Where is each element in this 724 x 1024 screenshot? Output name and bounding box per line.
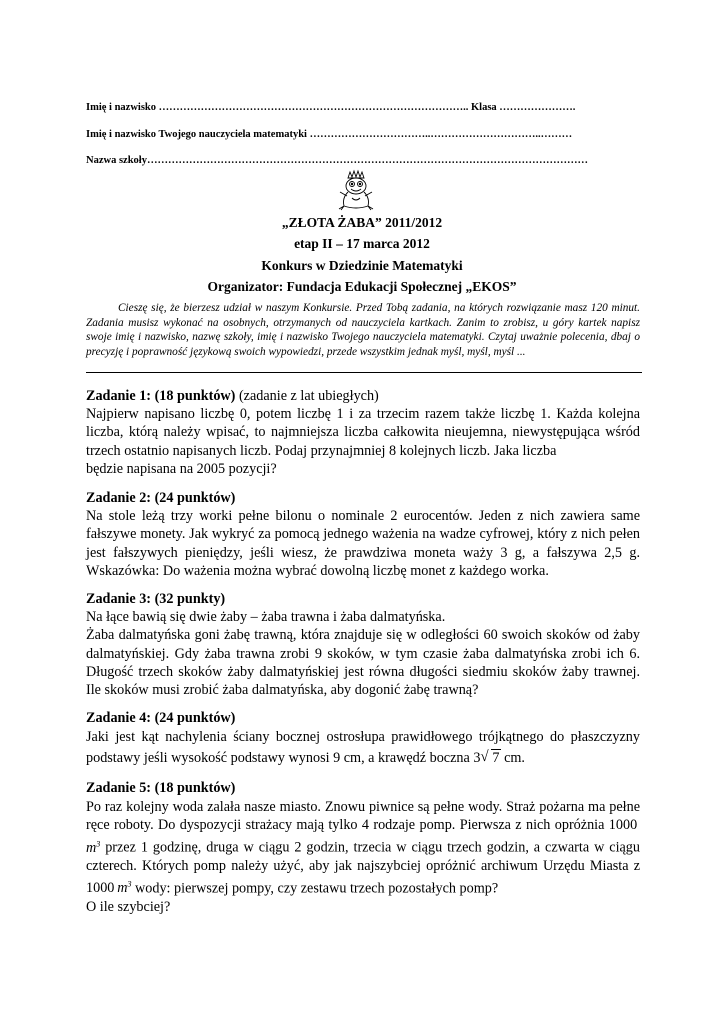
task-3-body: Żaba dalmatyńska goni żabę trawną, która znajduje się w odległości 60 swoich skoków od żaby dalmatyńskiej. Gdy żaba trawna zrobi 9 skoków, w tym czasie żaba dalmatyńska zrobi ich 6. Długość trzech skoków żaby dalmatyńskiej jest równa długości siedmiu skoków żaby trawnej. Ile skoków musi zrobić żaba dalmatyńska, aby dogonić żabę trawną? — [86, 627, 640, 699]
task-4-coef: 3 — [473, 750, 481, 766]
task-5 — [86, 779, 640, 917]
divider-line — [86, 372, 642, 373]
sqrt-expression — [480, 748, 500, 769]
task-5-unit-2: m — [117, 880, 128, 897]
task-1 — [86, 387, 640, 478]
contest-title: „ZŁOTA ŻABA” 2011/2012 — [281, 215, 443, 230]
task-5-body — [86, 798, 640, 898]
task-2 — [86, 489, 640, 580]
task-1-heading — [86, 387, 640, 405]
intro-paragraph: Cieszę się, że bierzesz udział w naszym Konkursie. Przed Tobą zadania, na których rozwiązanie masz 120 minut. Zadania musisz wykonać na osobnych, otrzymanych od nauczyciela kartkach. Zanim to zrobisz, u góry kartek napisz swoje imię i nazwisko, nazwę szkoły, imię i nazwisko Twojego nauczyciela matematyki. Czytaj uważnie polecenia, dbaj o precyzję i poprawność językową swoich wypowiedzi, przede wszystkim jednak myśl, myśl, myśl ... — [86, 302, 640, 358]
task-4-radicand: 7 — [492, 750, 500, 766]
task-4 — [86, 709, 640, 769]
task-5-volume-2: 1000 $m^3$ — [86, 879, 132, 897]
task-5-text-c: wody: pierwszej pompy, czy zestawu trzech pozostałych pomp? — [131, 880, 499, 897]
task-5-exp-1: 3 — [96, 838, 101, 848]
task-2-title: Zadanie 2: (24 punktów) — [86, 490, 236, 506]
task-5-title: Zadanie 5: (18 punktów) — [86, 780, 236, 796]
task-1-note: (zadanie z lat ubiegłych) — [235, 388, 379, 404]
task-2-body: Na stole leżą trzy worki pełne bilonu o nominale 2 eurocentów. Jeden z nich zawiera same fałszywe monety. Jak wykryć za pomocą jednego ważenia na wadze cyfrowej, który z nich pełen jest fałszywych pieniędzy, jeśli wiesz, że prawdziwa moneta waży 3 g, a fałszywa 2,5 g. Wskazówka: Do ważenia można wybrać dowolną liczbę monet z każdego worka. — [86, 508, 640, 579]
task-4-text-a: Jaki jest kąt nachylenia ściany bocznej ostrosłupa prawidłowego trójkątnego do płaszczyzny podstawy jeśli wysokość podstawy wynosi 9 cm, a krawędź boczna — [86, 729, 640, 766]
school-name-line: Nazwa szkoły……………………………………………………………………………………………………………… — [86, 155, 588, 166]
task-5-text-b: przez 1 godzinę, druga w ciągu 2 godzin, trzecia w ciągu trzech godzin, a czwarta w ciągu czterech. Których pomp należy użyć, aby jak najszybciej opróżnić archiwum Urzędu Miasta z — [86, 839, 640, 875]
task-4-text-b: cm. — [500, 750, 525, 766]
task-4-title: Zadanie 4: (24 punktów) — [86, 710, 236, 726]
task-5-text-a: Po raz kolejny woda zalała nasze miasto. Znowu piwnice są pełne wody. Straż pożarna ma pełne ręce roboty. Do dyspozycji strażacy mają tylko 4 rodzaje pomp. Pierwsza z nich opróżnia — [86, 798, 640, 834]
task-1-body: Najpierw napisano liczbę 0, potem liczbę 1 i za trzecim razem także liczbę 1. Każda kolejna liczba, którą należy wpisać, to najmniejsza liczba całkowita nieujemna, niewystępująca wśród trzech ostatnio napisanych liczb. Podaj przynajmniej 8 kolejnych liczb. Jaka liczba — [86, 406, 640, 459]
task-3-title: Zadanie 3: (32 punkty) — [86, 591, 226, 607]
task-1-title: Zadanie 1: (18 punktów) — [86, 388, 236, 404]
frog-logo-icon — [334, 168, 378, 212]
task-5-volume-1: 1000 $m^3$ — [86, 817, 638, 856]
task-5-unit-1: m — [86, 839, 97, 856]
contest-name: Konkurs w Dziedzinie Matematyki — [261, 258, 463, 273]
task-5-exp-2: 3 — [127, 879, 132, 889]
task-1-body-end: będzie napisana na 2005 pozycji? — [86, 460, 277, 477]
student-name-line: Imię i nazwisko …………………………………………………………………………….. Klasa …………………. — [86, 102, 576, 113]
task-3-intro-line: Na łące bawią się dwie żaby – żaba trawna i żaba dalmatyńska. — [86, 609, 446, 626]
task-3 — [86, 590, 640, 699]
contest-stage: etap II – 17 marca 2012 — [294, 236, 430, 251]
contest-organizer: Organizator: Fundacja Edukacji Społecznej „EKOS” — [207, 279, 517, 294]
task-5-question: O ile szybciej? — [86, 899, 171, 916]
teacher-name-line: Imię i nazwisko Twojego nauczyciela matematyki ……………………………..…………………………..……… — [86, 129, 573, 140]
sqrt-icon: √ — [480, 749, 489, 765]
task-4-body — [86, 727, 640, 769]
